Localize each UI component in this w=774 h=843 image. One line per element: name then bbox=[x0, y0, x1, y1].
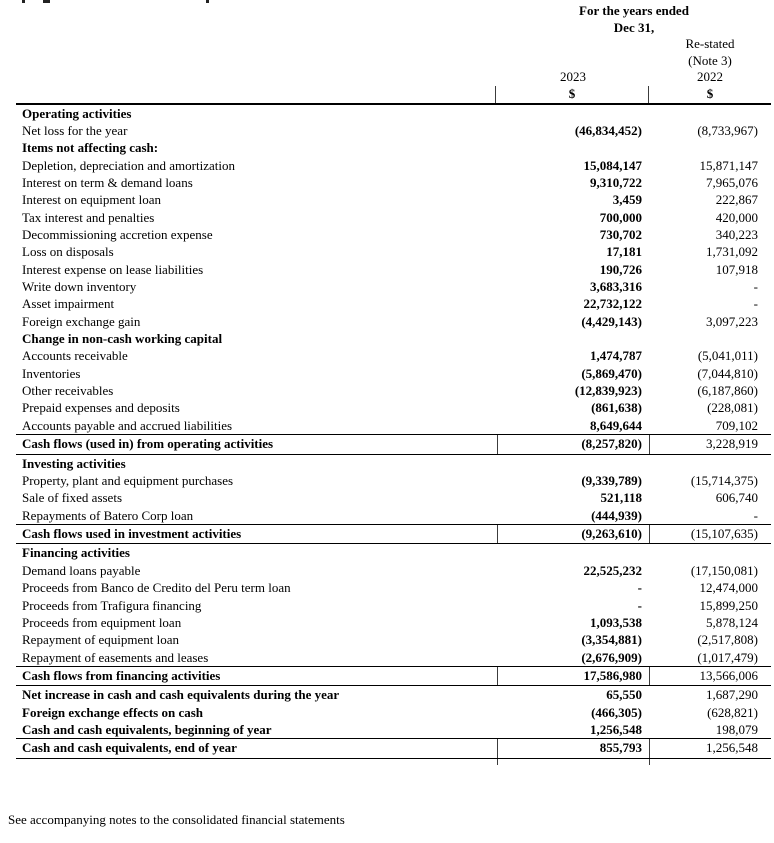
table-row bbox=[16, 472, 771, 489]
row-value-2023: 22,525,232 bbox=[583, 562, 642, 578]
row-label: Proceeds from Trafigura financing bbox=[22, 597, 202, 613]
row-value-2023: (5,869,470) bbox=[581, 365, 642, 381]
row-value-2023: 8,649,644 bbox=[590, 417, 642, 433]
row-value-2023: 1,256,548 bbox=[590, 722, 642, 738]
row-value-2023: 1,474,787 bbox=[590, 348, 642, 364]
table-row bbox=[16, 261, 771, 278]
table-row bbox=[16, 295, 771, 312]
row-label: Repayment of equipment loan bbox=[22, 632, 180, 648]
row-value-2023: 15,084,147 bbox=[583, 157, 642, 173]
table-row bbox=[16, 507, 771, 524]
row-label: Accounts payable and accrued liabilities bbox=[22, 417, 233, 433]
row-value-2022: 5,878,124 bbox=[706, 614, 758, 630]
row-value-2023 bbox=[497, 139, 649, 156]
row-value-2023: 855,793 bbox=[497, 739, 649, 758]
row-value-2023: (2,676,909) bbox=[581, 649, 642, 665]
row-value-2022: 107,918 bbox=[715, 261, 758, 277]
table-row bbox=[16, 174, 771, 191]
row-label: Accounts receivable bbox=[22, 348, 128, 364]
table-row bbox=[16, 382, 771, 399]
row-label: Interest on term & demand loans bbox=[22, 174, 193, 190]
period-header-line2-row bbox=[16, 20, 771, 37]
row-value-2023: (12,839,923) bbox=[574, 383, 642, 399]
table-row bbox=[16, 417, 771, 434]
table-row bbox=[16, 597, 771, 614]
row-value-2022: 15,899,250 bbox=[699, 597, 758, 613]
year-header-2022: 2022 bbox=[697, 69, 723, 85]
restated-note: (Note 3) bbox=[688, 52, 732, 68]
row-value-2022: 198,079 bbox=[715, 722, 758, 738]
row-value-2023 bbox=[497, 105, 649, 122]
row-label: Cash and cash equivalents, beginning of year bbox=[22, 722, 272, 738]
statement-table bbox=[16, 0, 771, 765]
row-value-2023: 3,459 bbox=[612, 192, 642, 208]
row-value-2023: - bbox=[637, 597, 642, 613]
restated-label: Re-stated bbox=[685, 36, 735, 52]
table-row bbox=[16, 243, 771, 260]
row-value-2023: 22,732,122 bbox=[583, 296, 642, 312]
row-value-2022: 709,102 bbox=[715, 417, 758, 433]
row-label: Prepaid expenses and deposits bbox=[22, 400, 180, 416]
table-row bbox=[16, 614, 771, 631]
row-label: Cash flows used in investment activities bbox=[22, 525, 242, 541]
row-value-2023: 3,683,316 bbox=[590, 279, 642, 294]
footer-note: See accompanying notes to the consolidated financial statements bbox=[8, 812, 345, 827]
row-value-2022: 15,871,147 bbox=[699, 157, 758, 173]
table-header bbox=[16, 0, 771, 105]
row-label: Interest on equipment loan bbox=[22, 192, 161, 208]
row-value-2023: (46,834,452) bbox=[574, 122, 642, 138]
row-label: Write down inventory bbox=[22, 279, 137, 294]
row-label: Repayments of Batero Corp loan bbox=[22, 507, 194, 523]
table-row bbox=[16, 704, 771, 721]
table-row bbox=[16, 122, 771, 139]
table-rows bbox=[16, 105, 771, 759]
table-row bbox=[16, 209, 771, 226]
row-value-2022: (15,714,375) bbox=[690, 472, 758, 488]
year-header-row bbox=[16, 69, 771, 86]
table-row bbox=[16, 579, 771, 596]
row-value-2023: - bbox=[637, 580, 642, 596]
table-row bbox=[16, 434, 771, 455]
row-label: Items not affecting cash: bbox=[22, 140, 159, 156]
row-value-2022: 13,566,006 bbox=[649, 667, 771, 686]
row-label: Sale of fixed assets bbox=[22, 490, 123, 506]
table-row bbox=[16, 139, 771, 156]
table-row bbox=[16, 562, 771, 579]
table-row bbox=[16, 399, 771, 416]
table-row bbox=[16, 313, 771, 330]
row-label: Decommissioning accretion expense bbox=[22, 226, 213, 242]
row-label: Financing activities bbox=[22, 545, 130, 561]
row-label: Loss on disposals bbox=[22, 244, 114, 260]
row-value-2023: 521,118 bbox=[600, 490, 642, 506]
table-row bbox=[16, 191, 771, 208]
row-value-2022: 12,474,000 bbox=[699, 580, 758, 596]
row-label: Tax interest and penalties bbox=[22, 209, 155, 225]
row-label: Property, plant and equipment purchases bbox=[22, 472, 234, 488]
row-value-2023: 9,310,722 bbox=[590, 174, 642, 190]
table-row bbox=[16, 544, 771, 561]
row-label: Operating activities bbox=[22, 105, 132, 121]
row-value-2023: 17,586,980 bbox=[497, 667, 649, 686]
table-bottom-ticks bbox=[16, 759, 771, 765]
row-value-2022: 3,228,919 bbox=[649, 435, 771, 454]
row-value-2022: 340,223 bbox=[715, 226, 758, 242]
row-value-2023 bbox=[497, 544, 649, 561]
table-row bbox=[16, 524, 771, 545]
row-value-2022: (5,041,011) bbox=[697, 348, 758, 364]
row-label: Foreign exchange gain bbox=[22, 313, 141, 329]
table-row bbox=[16, 631, 771, 648]
row-label: Cash and cash equivalents, end of year bbox=[22, 740, 237, 756]
row-label: Net increase in cash and cash equivalents during the year bbox=[22, 687, 340, 703]
row-value-2022: (17,150,081) bbox=[690, 562, 758, 578]
row-value-2022 bbox=[649, 455, 771, 472]
row-value-2022: (7,044,810) bbox=[697, 365, 758, 381]
row-label: Depletion, depreciation and amortization bbox=[22, 157, 235, 173]
table-row bbox=[16, 157, 771, 174]
row-label: Proceeds from Banco de Credito del Peru term loan bbox=[22, 580, 291, 596]
table-row bbox=[16, 278, 771, 295]
row-value-2023: 700,000 bbox=[599, 209, 642, 225]
year-header-2023: 2023 bbox=[560, 69, 586, 85]
table-row bbox=[16, 347, 771, 364]
table-row bbox=[16, 365, 771, 382]
row-value-2022: 7,965,076 bbox=[706, 174, 758, 190]
row-value-2022: 606,740 bbox=[715, 490, 758, 506]
table-row bbox=[16, 105, 771, 122]
row-value-2023: 1,093,538 bbox=[590, 614, 642, 630]
row-label: Repayment of easements and leases bbox=[22, 649, 209, 665]
table-row bbox=[16, 686, 771, 703]
row-value-2022: (6,187,860) bbox=[697, 383, 758, 399]
row-value-2022 bbox=[649, 330, 771, 347]
table-row bbox=[16, 649, 771, 666]
table-row bbox=[16, 330, 771, 347]
row-value-2022: - bbox=[753, 296, 758, 312]
row-value-2022: 3,097,223 bbox=[706, 313, 758, 329]
row-value-2022: 1,687,290 bbox=[706, 687, 758, 703]
table-row bbox=[16, 489, 771, 506]
row-value-2022: - bbox=[753, 507, 758, 523]
row-value-2022: (2,517,808) bbox=[697, 632, 758, 648]
row-label: Demand loans payable bbox=[22, 562, 141, 578]
row-value-2022 bbox=[649, 139, 771, 156]
table-row bbox=[16, 455, 771, 472]
row-value-2023: 65,550 bbox=[606, 687, 642, 703]
row-value-2023: (466,305) bbox=[591, 704, 642, 720]
row-value-2022: 222,867 bbox=[715, 192, 758, 208]
row-label: Net loss for the year bbox=[22, 122, 128, 138]
period-header-line2: Dec 31, bbox=[613, 19, 655, 35]
currency-header-2022: $ bbox=[648, 86, 771, 103]
restated-label-row bbox=[16, 36, 771, 53]
row-label: Asset impairment bbox=[22, 296, 115, 312]
currency-header-2023: $ bbox=[495, 86, 648, 103]
row-value-2023: (9,263,610) bbox=[497, 525, 649, 544]
period-header-line1: For the years ended bbox=[579, 3, 689, 18]
row-value-2022: 1,256,548 bbox=[649, 739, 771, 758]
row-label: Interest expense on lease liabilities bbox=[22, 261, 204, 277]
row-label: Other receivables bbox=[22, 383, 114, 399]
currency-header-row bbox=[16, 86, 771, 103]
period-header-line1-row bbox=[16, 3, 771, 20]
row-label: Proceeds from equipment loan bbox=[22, 614, 182, 630]
row-value-2023: (3,354,881) bbox=[581, 632, 642, 648]
row-value-2023: (9,339,789) bbox=[581, 472, 642, 488]
row-value-2022: (1,017,479) bbox=[697, 649, 758, 665]
row-label: Cash flows (used in) from operating activities bbox=[22, 436, 274, 452]
row-label: Foreign exchange effects on cash bbox=[22, 704, 204, 720]
row-value-2022: (15,107,635) bbox=[649, 525, 771, 544]
row-value-2022: (628,821) bbox=[707, 704, 758, 720]
row-value-2022 bbox=[649, 544, 771, 561]
row-value-2023: 730,702 bbox=[599, 226, 642, 242]
table-row bbox=[16, 738, 771, 759]
row-value-2023: (444,939) bbox=[591, 507, 642, 523]
row-value-2023: 190,726 bbox=[599, 261, 642, 277]
row-label: Cash flows from financing activities bbox=[22, 667, 221, 683]
row-value-2023: 17,181 bbox=[606, 244, 642, 260]
row-value-2023: (4,429,143) bbox=[581, 313, 642, 329]
row-value-2022: (228,081) bbox=[707, 400, 758, 416]
table-row bbox=[16, 666, 771, 687]
row-label: Change in non-cash working capital bbox=[22, 331, 223, 347]
row-value-2023 bbox=[497, 330, 649, 347]
row-value-2022: 420,000 bbox=[715, 209, 758, 225]
row-label: Investing activities bbox=[22, 455, 126, 471]
table-row bbox=[16, 226, 771, 243]
row-value-2022 bbox=[649, 105, 771, 122]
row-label: Inventories bbox=[22, 365, 81, 381]
row-value-2022: 1,731,092 bbox=[706, 244, 758, 260]
row-value-2023: (861,638) bbox=[591, 400, 642, 416]
row-value-2022: - bbox=[753, 279, 758, 294]
restated-note-row bbox=[16, 53, 771, 70]
row-value-2023: (8,257,820) bbox=[497, 435, 649, 454]
table-row bbox=[16, 721, 771, 738]
row-value-2022: (8,733,967) bbox=[697, 122, 758, 138]
row-value-2023 bbox=[497, 455, 649, 472]
